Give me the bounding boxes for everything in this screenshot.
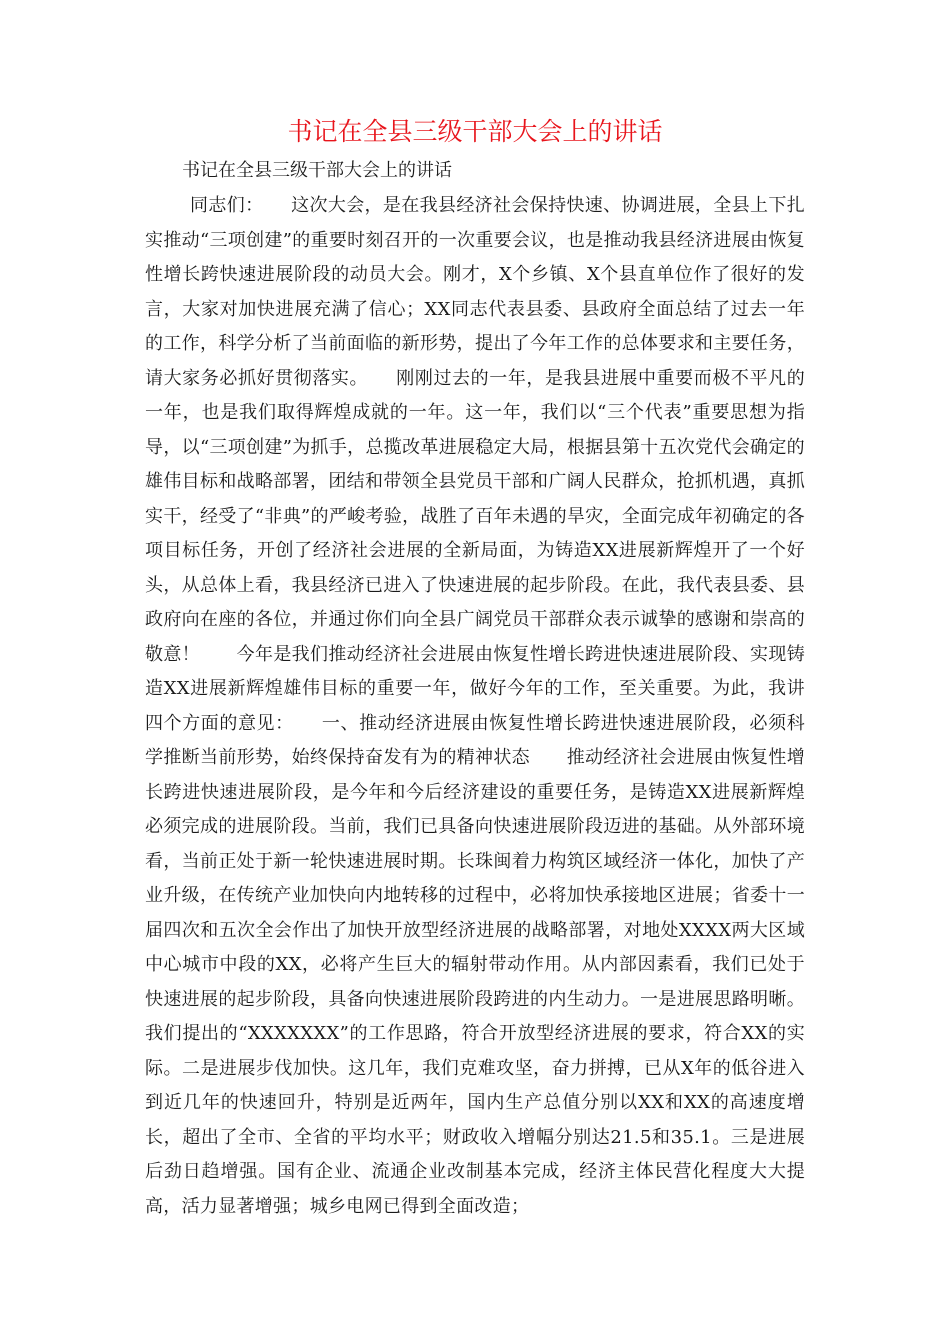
document-subtitle: 书记在全县三级干部大会上的讲话: [182, 160, 452, 181]
document-body: 同志们： 这次大会，是在我县经济社会保持快速、协调进展，全县上下扎实推动“三项创建”的重要时刻召开的一次重要会议，也是推动我县经济进展由恢复性增长跨快速进展阶段的动员大会。刚才，X个乡镇、X个县直单位作了很好的发言，大家对加快进展充满了信心；XX同志代表县委、县政府全面总结了过去一年的工作，科学分析了当前面临的新形势，提出了今年工作的总体要求和主要任务，请大家务必抓好贯彻落实。 刚刚过去的一年，是我县进展中重要而极不平凡的一年，也是我们取得辉煌成就的一年。这一年，我们以“三个代表”重要思想为指导，以“三项创建”为抓手，总揽改革进展稳定大局，根据县第十五次党代会确定的雄伟目标和战略部署，团结和带领全县党员干部和广阔人民群众，抢抓机遇，真抓实干，经受了“非典”的严峻考验，战胜了百年未遇的旱灾，全面完成年初确定的各项目标任务，开创了经济社会进展的全新局面，为铸造XX进展新辉煌开了一个好头，从总体上看，我县经济已进入了快速进展的起步阶段。在此，我代表县委、县政府向在座的各位，并通过你们向全县广阔党员干部群众表示诚挚的感谢和崇高的敬意！ 今年是我们推动经济社会进展由恢复性增长跨进快速进展阶段、实现铸造XX进展新辉煌雄伟目标的重要一年，做好今年的工作，至关重要。为此，我讲四个方面的意见： 一、推动经济进展由恢复性增长跨进快速进展阶段，必须科学推断当前形势，始终保持奋发有为的精神状态 推动经济社会进展由恢复性增长跨进快速进展阶段，是今年和今后经济建设的重要任务，是铸造XX进展新辉煌必须完成的进展阶段。当前，我们已具备向快速进展阶段迈进的基础。从外部环境看，当前正处于新一轮快速进展时期。长珠闽着力构筑区域经济一体化，加快了产业升级，在传统产业加快向内地转移的过程中，必将加快承接地区进展；省委十一届四次和五次全会作出了加快开放型经济进展的战略部署，对地处XXXX两大区域中心城市中段的XX，必将产生巨大的辐射带动作用。从内部因素看，我们已处于快速进展的起步阶段，具备向快速进展阶段跨进的内生动力。一是进展思路明晰。我们提出的“XXXXXXX”的工作思路，符合开放型经济进展的要求，符合XX的实际。二是进展步伐加快。这几年，我们克难攻坚，奋力拼搏，已从X年的低谷进入到近几年的快速回升，特别是近两年，国内生产总值分别以XX和XX的高速度增长，超出了全市、全省的平均水平；财政收入增幅分别达21.5和35.1。三是进展后劲日趋增强。国有企业、流通企业改制基本完成，经济主体民营化程度大大提高，活力显著增强；城乡电网已得到全面改造；: [145, 195, 805, 1217]
document-title: 书记在全县三级干部大会上的讲话: [287, 117, 663, 146]
